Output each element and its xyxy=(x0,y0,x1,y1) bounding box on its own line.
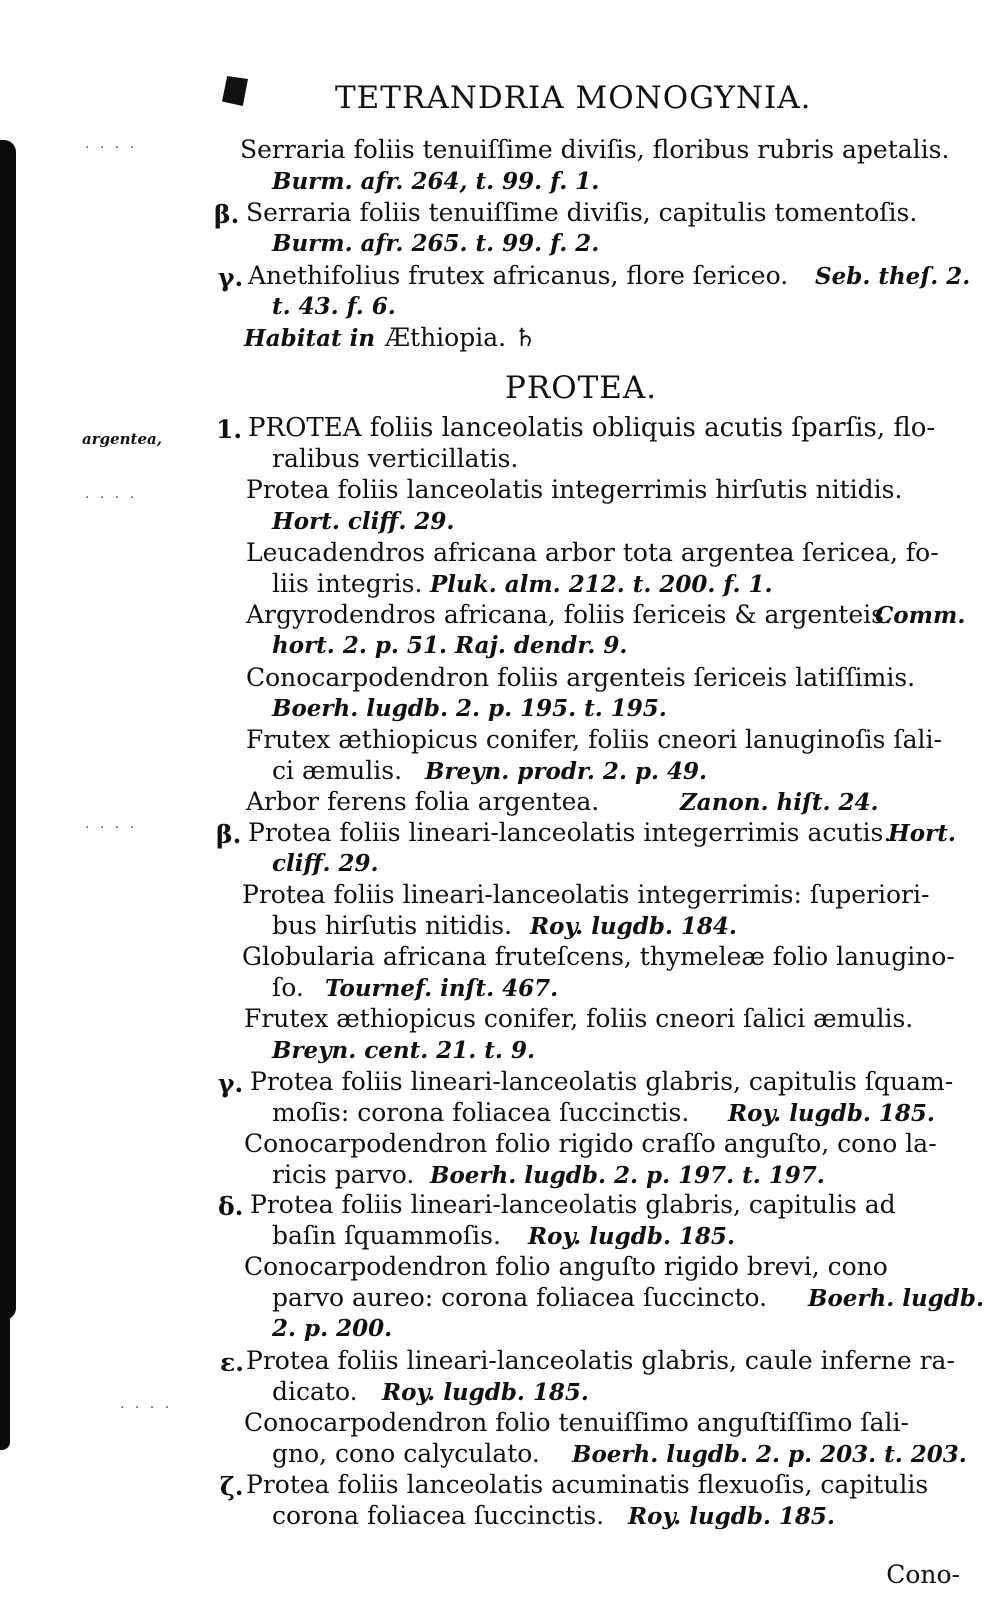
text-line: Leucadendros africana arbor tota argentea ſericea, fo- xyxy=(246,538,939,567)
ink-blot-icon xyxy=(222,76,248,106)
species-number: 1. xyxy=(216,415,243,444)
citation: Hort. cliff. 29. xyxy=(272,508,455,535)
binding-shadow xyxy=(0,140,16,1320)
citation: Burm. afr. 265. t. 99. f. 2. xyxy=(272,230,600,257)
citation: Roy. lugdb. 185. xyxy=(382,1379,589,1406)
citation: Boerh. lugdb. 2. p. 197. t. 197. xyxy=(430,1162,825,1189)
variety-marker: γ. xyxy=(218,263,244,292)
page-header: TETRANDRIA MONOGYNIA. xyxy=(335,80,812,116)
variety-marker: β. xyxy=(216,820,242,849)
citation: Boerh. lugdb. 2. p. 195. t. 195. xyxy=(272,695,667,722)
citation: cliff. 29. xyxy=(272,850,379,877)
citation: hort. 2. p. 51. Raj. dendr. 9. xyxy=(272,632,628,659)
variety-marker: ε. xyxy=(220,1348,244,1377)
species-name-line: PROTEA foliis lanceolatis obliquis acutis ſparſis, flo- xyxy=(248,413,936,443)
citation: t. 43. f. 6. xyxy=(272,293,396,320)
variety-marker: β. xyxy=(214,200,240,229)
text-line: Anethifolius frutex africanus, flore ſericeo. xyxy=(248,261,789,290)
citation: Comm. xyxy=(875,602,966,629)
text-line: moſis: corona foliacea ſuccinctis. xyxy=(272,1098,690,1127)
section-title: PROTEA. xyxy=(505,370,658,406)
text-line: Protea foliis lanceolatis acuminatis flexuoſis, capitulis xyxy=(246,1470,929,1499)
citation: Hort. xyxy=(888,820,956,847)
text-line: Protea foliis lanceolatis integerrimis hirſutis nitidis. xyxy=(246,475,903,504)
citation: Seb. theſ. 2. xyxy=(815,263,971,290)
text-line: Conocarpodendron foliis argenteis ſericeis latiſſimis. xyxy=(246,663,916,692)
text-line: ralibus verticillatis. xyxy=(272,444,519,473)
text-line: Serraria foliis tenuiſſime diviſis, capitulis tomentoſis. xyxy=(246,198,918,227)
citation: Boerh. lugdb. xyxy=(808,1285,984,1312)
text-line: Frutex æthiopicus conifer, foliis cneori lanuginoſis ſali- xyxy=(246,725,942,754)
citation: Roy. lugdb. 185. xyxy=(628,1503,835,1530)
text-line: gno, cono calyculato. xyxy=(272,1439,540,1468)
print-specks: · · · · xyxy=(85,820,138,836)
text-line: dicato. xyxy=(272,1377,358,1406)
text-line: Conocarpodendron folio rigido craſſo anguſto, cono la- xyxy=(244,1129,937,1158)
text-line: ci æmulis. xyxy=(272,756,403,785)
catchword: Cono- xyxy=(886,1560,960,1589)
print-specks: · · · · xyxy=(85,140,138,156)
citation: Breyn. cent. 21. t. 9. xyxy=(272,1037,535,1064)
text-line: ſo. xyxy=(272,973,304,1002)
text-line: Frutex æthiopicus conifer, foliis cneori ſalici æmulis. xyxy=(244,1004,914,1033)
variety-marker: ζ. xyxy=(220,1472,244,1501)
text-line: Argyrodendros africana, foliis ſericeis & argenteis. xyxy=(246,600,892,629)
citation: Roy. lugdb. 185. xyxy=(528,1223,735,1250)
citation: Boerh. lugdb. 2. p. 203. t. 203. xyxy=(572,1441,967,1468)
text-line: ricis parvo. xyxy=(272,1160,415,1189)
text-line: Protea foliis lineari-lanceolatis integerrimis: ſuperiori- xyxy=(242,880,930,909)
habitat-label: Habitat in xyxy=(244,325,376,352)
text-line: liis integris. xyxy=(272,569,423,598)
text-line: bus hirſutis nitidis. xyxy=(272,911,513,940)
citation: Pluk. alm. 212. t. 200. f. 1. xyxy=(430,571,773,598)
text-line: Conocarpodendron folio anguſto rigido brevi, cono xyxy=(244,1252,888,1281)
habitat-text: Æthiopia. ♄ xyxy=(385,323,537,352)
text-line: Protea foliis lineari-lanceolatis glabris, caule inferne ra- xyxy=(246,1346,955,1375)
text-line: Protea foliis lineari-lanceolatis glabris, capitulis ad xyxy=(250,1190,896,1219)
text-line: Protea foliis lineari-lanceolatis integerrimis acutis. xyxy=(248,818,892,847)
citation: Tournef. inſt. 467. xyxy=(325,975,559,1002)
text-line: parvo aureo: corona foliacea ſuccincto. xyxy=(272,1283,768,1312)
citation: Breyn. prodr. 2. p. 49. xyxy=(425,758,708,785)
citation: Roy. lugdb. 185. xyxy=(728,1100,935,1127)
variety-marker: γ. xyxy=(218,1069,244,1098)
text-line: Serraria foliis tenuiſſime diviſis, floribus rubris apetalis. xyxy=(240,135,950,164)
margin-note: argentea, xyxy=(82,430,162,448)
citation: Zanon. hiſt. 24. xyxy=(680,789,879,816)
text-line: Arbor ferens folia argentea. xyxy=(246,787,600,816)
text-line: corona foliacea ſuccinctis. xyxy=(272,1501,605,1530)
text-line: Conocarpodendron folio tenuiſſimo anguſtiſſimo ſali- xyxy=(244,1408,909,1437)
variety-marker: δ. xyxy=(218,1192,244,1221)
text-line: Globularia africana fruteſcens, thymeleæ folio lanugino- xyxy=(242,942,955,971)
binding-shadow-lower xyxy=(0,1300,10,1450)
print-specks: · · · · xyxy=(85,490,138,506)
print-specks: · · · · xyxy=(120,1400,173,1416)
citation: Roy. lugdb. 184. xyxy=(530,913,737,940)
text-line: baſin ſquammoſis. xyxy=(272,1221,501,1250)
citation: Burm. afr. 264, t. 99. f. 1. xyxy=(272,168,600,195)
citation: 2. p. 200. xyxy=(272,1315,393,1342)
text-line: Protea foliis lineari-lanceolatis glabris, capitulis ſquam- xyxy=(250,1067,954,1096)
